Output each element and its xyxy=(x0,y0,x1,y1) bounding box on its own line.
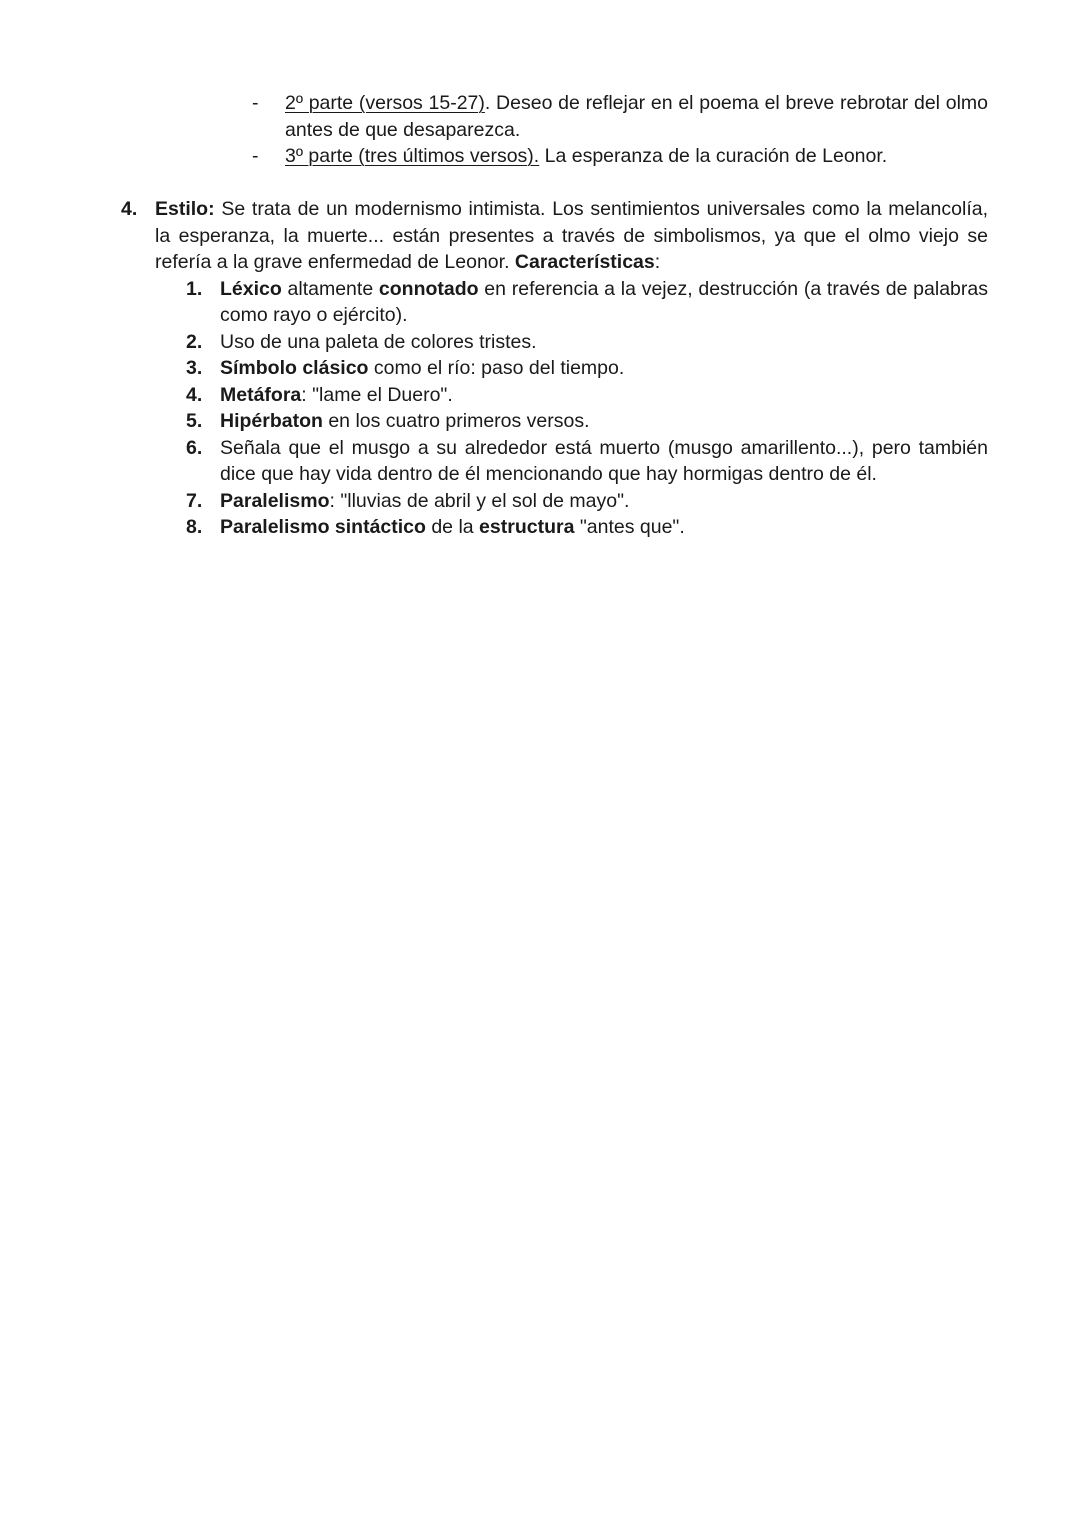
item-number: 1. xyxy=(186,277,203,300)
item-text: Señala que el musgo a su alrededor está muerto (musgo amarillento...), pero también dice que hay vida dentro de él mencionando que hay hormigas dentro de él. xyxy=(220,436,988,485)
part-text: La esperanza de la curación de Leonor. xyxy=(539,145,888,167)
list-item xyxy=(118,276,988,329)
list-item xyxy=(118,382,988,409)
item-bold: Metáfora xyxy=(220,383,302,406)
item-number: 8. xyxy=(186,516,203,538)
section-title: Estilo: xyxy=(155,198,215,220)
item-bold: Paralelismo sintáctico xyxy=(220,516,426,538)
item-text: en los cuatro primeros versos. xyxy=(322,410,590,432)
list-marker: - xyxy=(252,145,259,167)
features-list xyxy=(118,276,988,541)
item-bold: Símbolo clásico xyxy=(220,357,369,379)
section-intro: Se trata de un modernismo intimista. Los sentimientos universales como la melancolía, la esperanza, la muerte... están presentes a través de simbolismos, ya que el olmo viejo se refería a la grave enfermedad de Leonor. xyxy=(155,198,988,273)
item-bold: estructura xyxy=(479,516,575,538)
item-number: 6. xyxy=(186,436,203,459)
list-item xyxy=(118,329,988,356)
item-text: : "lluvias de abril y el sol de mayo". xyxy=(329,489,630,512)
list-item xyxy=(250,143,988,170)
item-text: : "lame el Duero". xyxy=(301,383,453,406)
item-text: como el río: paso del tiempo. xyxy=(368,357,625,379)
section-number: 4. xyxy=(121,198,138,220)
part-label: 2º parte (versos 15-27) xyxy=(285,92,485,114)
poem-parts-list xyxy=(250,90,988,170)
item-bold: Hipérbaton xyxy=(220,410,323,432)
list-item xyxy=(118,488,988,515)
item-bold: Paralelismo xyxy=(220,489,330,512)
features-colon: : xyxy=(654,251,661,273)
style-section xyxy=(118,196,988,541)
list-item xyxy=(118,408,988,435)
item-text: "antes que". xyxy=(574,516,685,538)
item-number: 4. xyxy=(186,383,203,406)
item-text: de la xyxy=(425,516,480,538)
item-text: Uso de una paleta de colores tristes. xyxy=(220,330,537,353)
list-item xyxy=(118,435,988,488)
list-item xyxy=(118,355,988,382)
item-text: en referencia a la vejez, destrucción (a través de palabras como rayo o ejército). xyxy=(220,277,988,326)
section-paragraph xyxy=(118,196,988,276)
item-bold: connotado xyxy=(378,277,479,300)
item-number: 3. xyxy=(186,357,203,379)
part-text: . Deseo de reflejar en el poema el breve rebrotar del olmo antes de que desaparezca. xyxy=(285,92,989,141)
list-item xyxy=(118,514,988,541)
item-number: 2. xyxy=(186,330,203,353)
list-marker: - xyxy=(252,92,259,114)
item-text: altamente xyxy=(281,277,379,300)
part-label: 3º parte (tres últimos versos). xyxy=(285,145,540,167)
item-number: 7. xyxy=(186,489,203,512)
item-number: 5. xyxy=(186,410,203,432)
item-bold: Léxico xyxy=(220,277,282,300)
features-label: Características xyxy=(514,251,655,273)
list-item xyxy=(250,90,988,143)
